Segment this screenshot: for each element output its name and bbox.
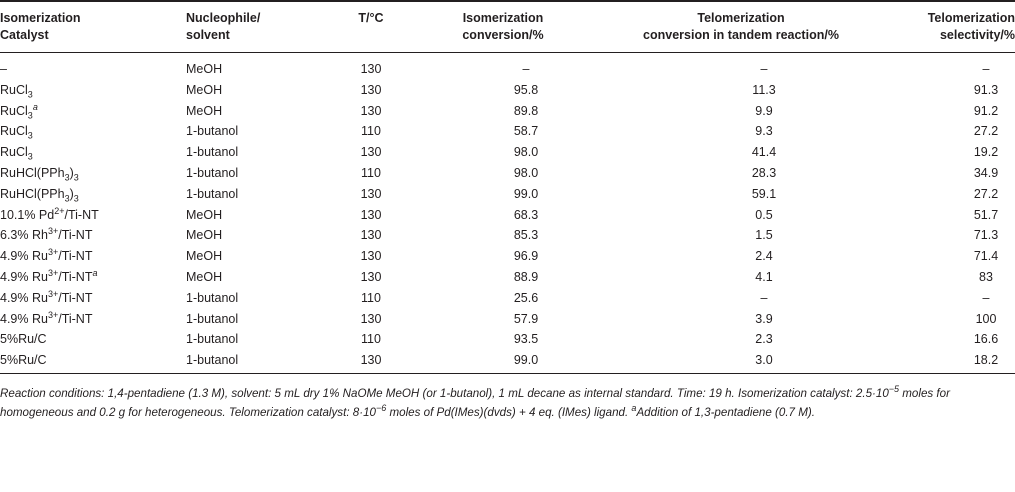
table-row [0,163,1015,184]
header-telomerization-conversion: Telomerization conversion in tandem reaction/% [606,1,876,53]
cell-temperature: 130 [360,249,382,264]
cell-isomerization-conversion: 89.8 [513,103,539,118]
cell-temperature: 130 [360,62,382,76]
cell-solvent: 1-butanol [186,311,239,326]
cell-telomerization-conversion: 9.3 [755,124,773,139]
cell-isomerization-conversion: 98.0 [513,165,539,180]
table-row [0,53,1015,80]
cell-solvent: 1-butanol [186,290,239,305]
cell-catalyst: 4.9% $Ru^{3+}/Ti-NT$ [0,288,93,305]
cell-catalyst: 4.9% $Ru^{3+}/Ti-NT$ [0,247,93,264]
cell-catalyst: RuCl$_3^a$ [0,101,38,121]
header-nucleophile: Nucleophile/ solvent [186,1,316,53]
cell-temperature: 110 [361,290,381,305]
cell-telomerization-selectivity: 27.2 [973,186,999,201]
table-body [0,53,1015,374]
cell-telomerization-conversion: 2.4 [755,249,773,264]
cell-catalyst: 4.9% $Ru^{3+}/Ti-NT^a$ [0,267,98,284]
cell-telomerization-selectivity: 34.9 [973,165,999,180]
header-row [0,1,1015,53]
cell-isomerization-conversion: 68.3 [513,207,539,222]
cell-solvent: 1-butanol [186,165,239,180]
cell-isomerization-conversion: 99.0 [426,350,606,373]
cell-temperature: 130 [316,350,426,373]
cell-temperature: 130 [360,186,382,201]
cell-isomerization-conversion: 25.6 [513,290,539,305]
cell-solvent: MeOH [186,207,223,222]
cell-temperature: 130 [360,82,382,97]
cell-telomerization-selectivity: – [982,62,990,76]
cell-isomerization-conversion: 93.5 [513,332,539,347]
cell-telomerization-selectivity: 19.2 [973,145,999,160]
header-temperature: T/°C [316,1,426,53]
cell-telomerization-selectivity: 27.2 [973,124,999,139]
cell-isomerization-conversion: – [522,62,530,76]
table-row [0,80,1015,101]
cell-catalyst: $RuHCl(PPh_3)_3$ [0,165,79,183]
cell-telomerization-selectivity: 18.2 [876,350,1015,373]
cell-telomerization-selectivity: 91.2 [973,103,999,118]
cell-telomerization-selectivity: 71.3 [973,228,999,243]
cell-catalyst: RuCl$_3$ [0,82,33,100]
cell-telomerization-conversion: 1.5 [755,228,773,243]
cell-catalyst: RuCl$_3$ [0,145,33,162]
cell-temperature: 130 [360,228,382,243]
cell-temperature: 130 [360,145,382,160]
cell-solvent: 1-butanol [186,124,239,139]
footnote-mark: a [631,403,637,414]
cell-solvent: MeOH [186,62,223,76]
cell-temperature: 130 [360,311,382,326]
table-row [0,350,1015,373]
cell-catalyst: $RuHCl(PPh_3)_3$ [0,186,79,204]
table-footnote: Reaction conditions: 1,4-pentadiene (1.3 M), solvent: 5 mL dry 1% NaOMe MeOH (or 1-butanol), 1 mL decane as internal standard. Time: 19 h. Isomerization catalyst: $2.5\cdot 10^{-5}$ moles for homogeneous and 0.2 g for heterogeneous. Telomerization catalyst: $8\cdot 10^{-6}$ moles of Pd(IMes)(dvds) + 4 eq. (IMes) ligand. $^a$Addition of 1,3-pentadiene (0.7 M). [0,384,950,419]
cell-telomerization-conversion: 3.9 [755,311,773,326]
cell-catalyst: – [0,62,7,76]
cell-telomerization-selectivity: 91.3 [973,82,999,97]
cell-solvent: MeOH [186,228,223,243]
cell-catalyst: 10.1% $Pd^{2+}/Ti-NT$ [0,205,99,222]
table-row [0,184,1015,205]
cell-telomerization-selectivity: 83 [979,269,993,284]
cell-temperature: 110 [361,124,381,139]
cell-catalyst: 6.3% $Rh^{3+}/Ti-NT$ [0,226,93,243]
cell-isomerization-conversion: 98.0 [513,145,539,160]
table-row [0,121,1015,142]
cell-solvent: MeOH [186,103,223,118]
cell-telomerization-conversion: – [760,62,768,76]
cell-telomerization-conversion: 28.3 [751,165,777,180]
table-row [0,329,1015,350]
cell-telomerization-conversion: 9.9 [755,103,773,118]
header-isomerization-conversion: Isomerization conversion/% [426,1,606,53]
cell-isomerization-conversion: 99.0 [513,186,539,201]
cell-isomerization-conversion: 58.7 [513,124,539,139]
cell-catalyst: 5%Ru/C [0,332,47,347]
cell-isomerization-conversion: 57.9 [513,311,539,326]
table-row [0,288,1015,309]
cell-telomerization-conversion: 3.0 [606,350,876,373]
cell-isomerization-conversion: 95.8 [513,82,539,97]
cell-temperature: 130 [360,103,382,118]
table-row [0,101,1015,122]
cell-solvent: MeOH [186,249,223,264]
cell-isomerization-conversion: 96.9 [513,249,539,264]
table-row [0,309,1015,330]
cell-telomerization-conversion: 59.1 [751,186,777,201]
cell-catalyst: RuCl$_3$ [0,124,33,141]
cell-telomerization-conversion: 41.4 [751,145,777,160]
cell-telomerization-conversion: 0.5 [755,207,773,222]
cell-catalyst: 5%Ru/C [0,350,186,373]
cell-temperature: 110 [361,332,381,347]
cell-temperature: 130 [360,207,382,222]
cell-solvent: 1-butanol [186,145,239,160]
table-row [0,142,1015,163]
cell-solvent: MeOH [186,269,223,284]
cell-telomerization-selectivity: 51.7 [973,207,999,222]
cell-temperature: 110 [361,165,381,180]
table-row [0,225,1015,246]
cell-solvent: MeOH [186,82,223,97]
cell-temperature: 130 [360,269,382,284]
cell-telomerization-selectivity: 71.4 [973,249,999,264]
cell-isomerization-conversion: 85.3 [513,228,539,243]
cell-catalyst: 4.9% $Ru^{3+}/Ti-NT$ [0,309,93,326]
table-row [0,246,1015,267]
cell-telomerization-conversion: 2.3 [755,332,773,347]
cell-isomerization-conversion: 88.9 [513,269,539,284]
cell-telomerization-selectivity: 16.6 [973,332,999,347]
cell-telomerization-conversion: – [760,290,768,305]
cell-telomerization-selectivity: – [982,290,990,305]
cell-telomerization-selectivity: 100 [975,311,997,326]
table-row [0,267,1015,288]
cell-solvent: 1-butanol [186,332,239,347]
header-telomerization-selectivity: Telomerization selectivity/% [876,1,1015,53]
cell-solvent: 1-butanol [186,186,239,201]
header-catalyst: Isomerization Catalyst [0,1,186,53]
cell-solvent: 1-butanol [186,350,316,373]
cell-telomerization-conversion: 4.1 [755,269,773,284]
table-row [0,205,1015,226]
cell-telomerization-conversion: 11.3 [752,82,776,97]
